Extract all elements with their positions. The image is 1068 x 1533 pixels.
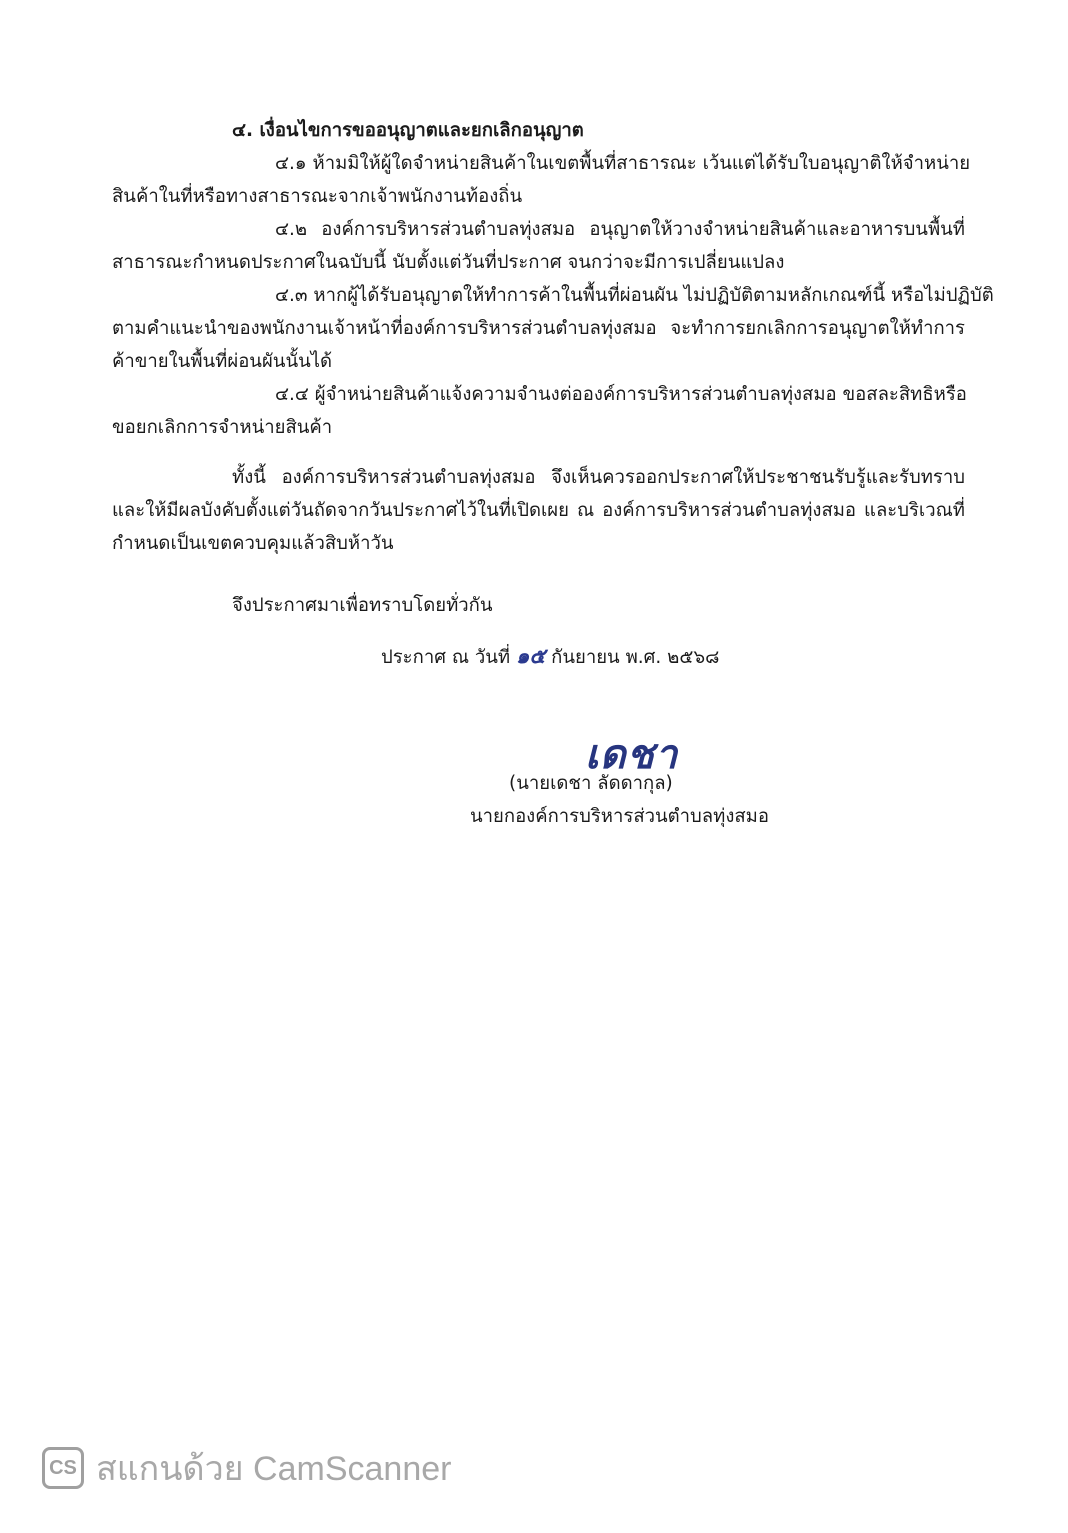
announcement-line: จึงประกาศมาเพื่อทราบโดยทั่วกัน [232,595,493,616]
clause-4-4-line-2: ขอยกเลิกการจำหน่ายสินค้า [112,417,333,438]
signer-title: นายกองค์การบริหารส่วนตำบลทุ่งสมอ [470,806,769,827]
camscanner-text: สแกนด้วย CamScanner [96,1450,452,1488]
section-heading: ๔. เงื่อนไขการขออนุญาตและยกเลิกอนุญาต [232,120,584,141]
clause-4-3-line-3: ค้าขายในพื้นที่ผ่อนผันนั้นได้ [112,351,333,372]
clause-4-2-line-2: สาธารณะกำหนดประกาศในฉบับนี้ นับตั้งแต่วันที่ประกาศ จนกว่าจะมีการเปลี่ยนแปลง [112,252,785,273]
clause-4-1-line-2: สินค้าในที่หรือทางสาธารณะจากเจ้าพนักงานท้องถิ่น [112,186,523,207]
clause-4-3-line-2: ตามคำแนะนำของพนักงานเจ้าหน้าที่องค์การบริหารส่วนตำบลทุ่งสมอ จะทำการยกเลิกการอนุญาตให้ทำการ [112,318,965,339]
closing-line-1: ทั้งนี้ องค์การบริหารส่วนตำบลทุ่งสมอ จึงเห็นควรออกประกาศให้ประชาชนรับรู้และรับทราบ [232,467,965,488]
announcement-date [381,643,719,671]
camscanner-watermark [42,1444,451,1492]
clause-4-4-line-1: ๔.๔ ผู้จำหน่ายสินค้าแจ้งความจำนงต่อองค์การบริหารส่วนตำบลทุ่งสมอ ขอสละสิทธิหรือ [275,384,967,405]
signer-name: (นายเดชา ลัดดากุล) [509,773,673,794]
clause-4-1-line-1: ๔.๑ ห้ามมิให้ผู้ใดจำหน่ายสินค้าในเขตพื้นที่สาธารณะ เว้นแต่ได้รับใบอนุญาติให้จำหน่าย [275,153,971,174]
clause-4-3-line-1: ๔.๓ หากผู้ได้รับอนุญาตให้ทำการค้าในพื้นที่ผ่อนผัน ไม่ปฏิบัติตามหลักเกณฑ์นี้ หรือไม่ปฏิบัติ [275,285,994,306]
camscanner-logo-icon: CS [42,1447,84,1489]
closing-line-2: และให้มีผลบังคับตั้งแต่วันถัดจากวันประกาศไว้ในที่เปิดเผย ณ องค์การบริหารส่วนตำบลทุ่งสมอ และบริเวณที่ [112,500,965,521]
handwritten-signature: เดชา [585,731,679,778]
date-day: ๑๕ [516,644,546,668]
date-suffix: กันยายน พ.ศ. ๒๕๖๘ [551,647,720,668]
clause-4-2-line-1: ๔.๒ องค์การบริหารส่วนตำบลทุ่งสมอ อนุญาตให้วางจำหน่ายสินค้าและอาหารบนพื้นที่ [275,219,965,240]
date-prefix: ประกาศ ณ วันที่ [381,647,511,668]
closing-line-3: กำหนดเป็นเขตควบคุมแล้วสิบห้าวัน [112,533,394,554]
